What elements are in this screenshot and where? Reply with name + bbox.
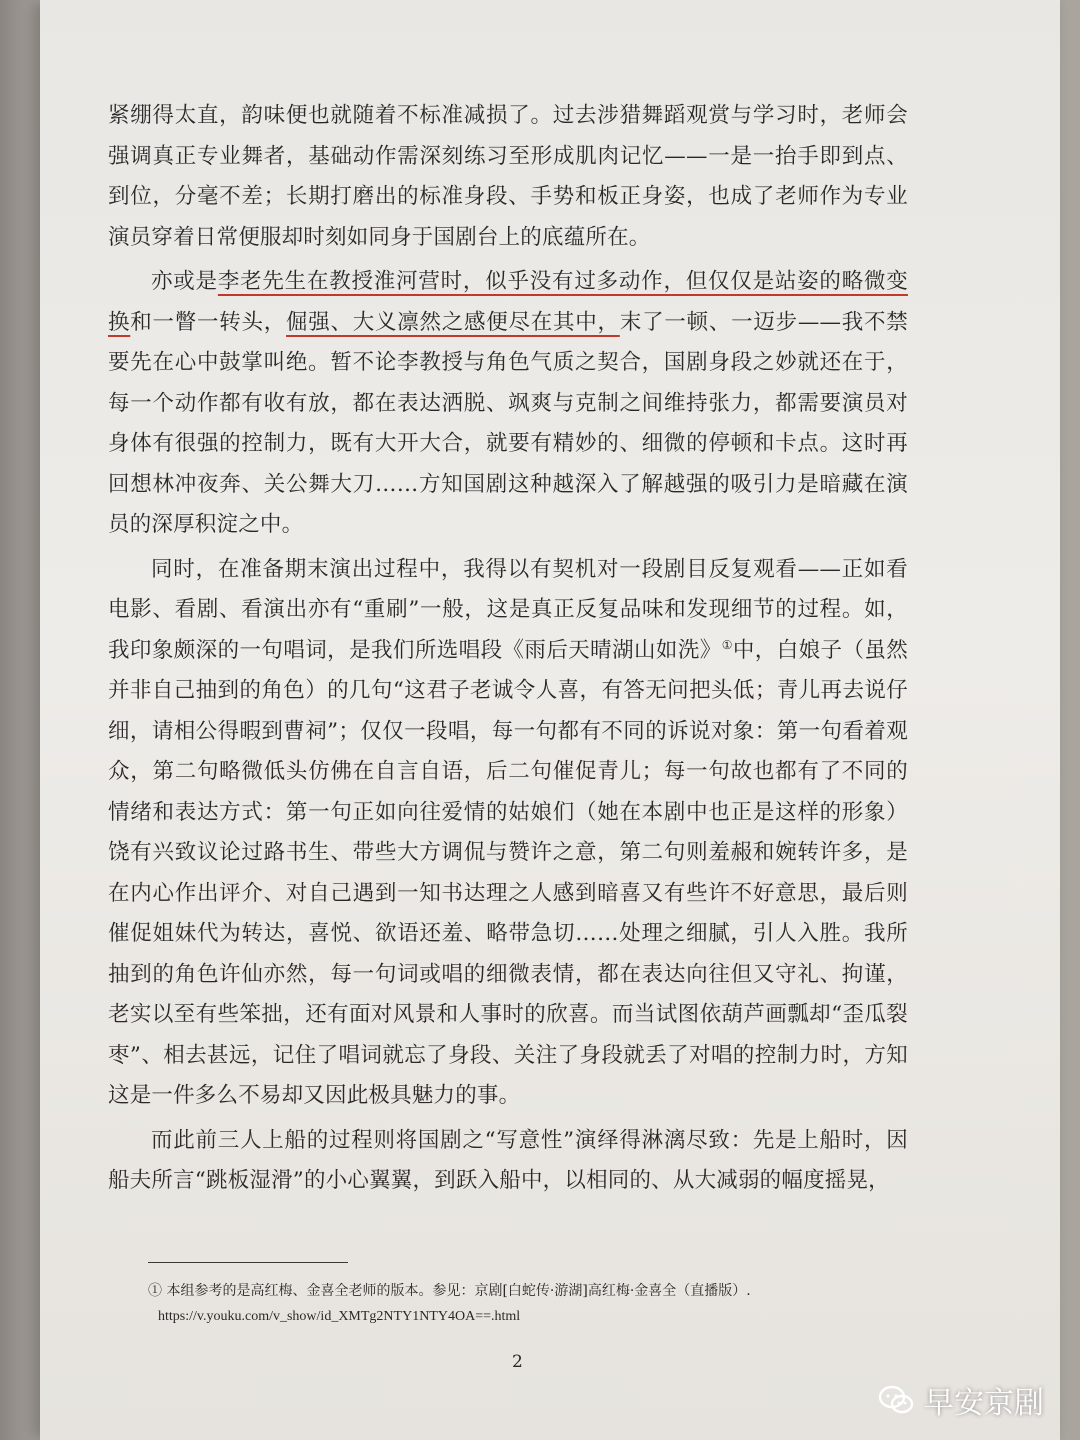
- text-segment: 中，白娘子（虽然并非自己抽到的角色）的几句“这君子老诚令人喜，有答无问把头低；青儿再去说仔细，请相公得暇到曹祠”；仅仅一段唱，每一句都有不同的诉说对象：第一句看着观众，第二句略微低头仿佛在自言自语，后二句催促青儿；每一句故也都有了不同的情绪和表达方式：第一句正如向往爱情的姑娘们（她在本剧中也正是这样的形象）饶有兴致议论过路书生、带些大方调侃与赞许之意，第二句则羞赧和婉转许多，是在内心作出评介、对自己遇到一知书达理之人感到暗喜又有些许不好意思，最后则催促姐妹代为转达，喜悦、欲语还羞、略带急切……处理之细腻，引人入胜。我所抽到的角色许仙亦然，每一句词或唱的细微表情，都在表达向往但又守礼、拘谨，老实以至有些笨拙，还有面对风景和人事时的欣喜。而当试图依葫芦画瓢却“歪瓜裂枣”、相去甚远，记住了唱词就忘了身段、关注了身段就丢了对唱的控制力时，方知这是一件多么不易却又因此极具魅力的事。: [108, 637, 908, 1108]
- footnote-marker: ①: [148, 1283, 162, 1299]
- paragraph-2: [108, 262, 908, 546]
- paragraph-1: [108, 96, 908, 258]
- text-segment: 同时，在准备期末演出过程中，我得以有契机对一段剧目反复观看——正如看电影、看剧、看演出亦有“重刷”一般，这是真正反复品味和发现细节的过程。如，我印象颇深的一句唱词，是我们所选唱段《雨后天晴湖山如洗》: [108, 556, 908, 663]
- underlined-segment: 倔强、大义凛然之感便尽在其中，: [286, 309, 620, 335]
- text-segment: 亦或是: [151, 269, 218, 294]
- paragraph-4: [108, 1121, 908, 1202]
- underlined-segment: 李老先生在教授淮河营时，似乎没有过多动作，但仅仅是站姿的略微变换: [108, 269, 908, 335]
- footnote-reference: ①: [721, 637, 733, 652]
- watermark-text: 早安京剧: [924, 1386, 1044, 1421]
- footnote-rule: [148, 1262, 348, 1263]
- footnote: [148, 1278, 888, 1330]
- body-text: [108, 96, 908, 1206]
- paragraph-3: [108, 550, 908, 1117]
- watermark: [878, 1378, 1044, 1422]
- text-segment: 和一瞥一转头，: [130, 309, 287, 335]
- text-segment: 而此前三人上船的过程则将国剧之“写意性”演绎得淋漓尽致：先是上船时，因船夫所言“跳板湿滑”的小心翼翼，到跃入船中，以相同的、从大减弱的幅度摇晃，: [108, 1127, 908, 1193]
- footnote-text: 本组参考的是高红梅、金喜全老师的版本。参见：京剧[白蛇传·游湖]高红梅·金喜全（直播版）.: [166, 1283, 751, 1299]
- text-segment: 末了一顿、一迈步——我不禁要先在心中鼓掌叫绝。暂不论李教授与角色气质之契合，国剧身段之妙就还在于，每一个动作都有收有放，都在表达洒脱、飒爽与克制之间维持张力，都需要演员对身体有很强的控制力，既有大开大合，就要有精妙的、细微的停顿和卡点。这时再回想林冲夜奔、关公舞大刀……方知国剧这种越深入了解越强的吸引力是暗藏在演员的深厚积淀之中。: [108, 309, 908, 537]
- footnote-url: https://v.youku.com/v_show/id_XMTg2NTY1NTY4OA==.html: [158, 1309, 521, 1324]
- wechat-icon: [878, 1385, 914, 1415]
- page-number: 2: [512, 1352, 523, 1372]
- text-segment: 紧绷得太直，韵味便也就随着不标准减损了。过去涉猎舞蹈观赏与学习时，老师会强调真正专业舞者，基础动作需深刻练习至形成肌肉记忆——一是一抬手即到点、到位，分毫不差；长期打磨出的标准身段、手势和板正身姿，也成了老师作为专业演员穿着日常便服却时刻如同身于国剧台上的底蕴所在。: [108, 103, 908, 250]
